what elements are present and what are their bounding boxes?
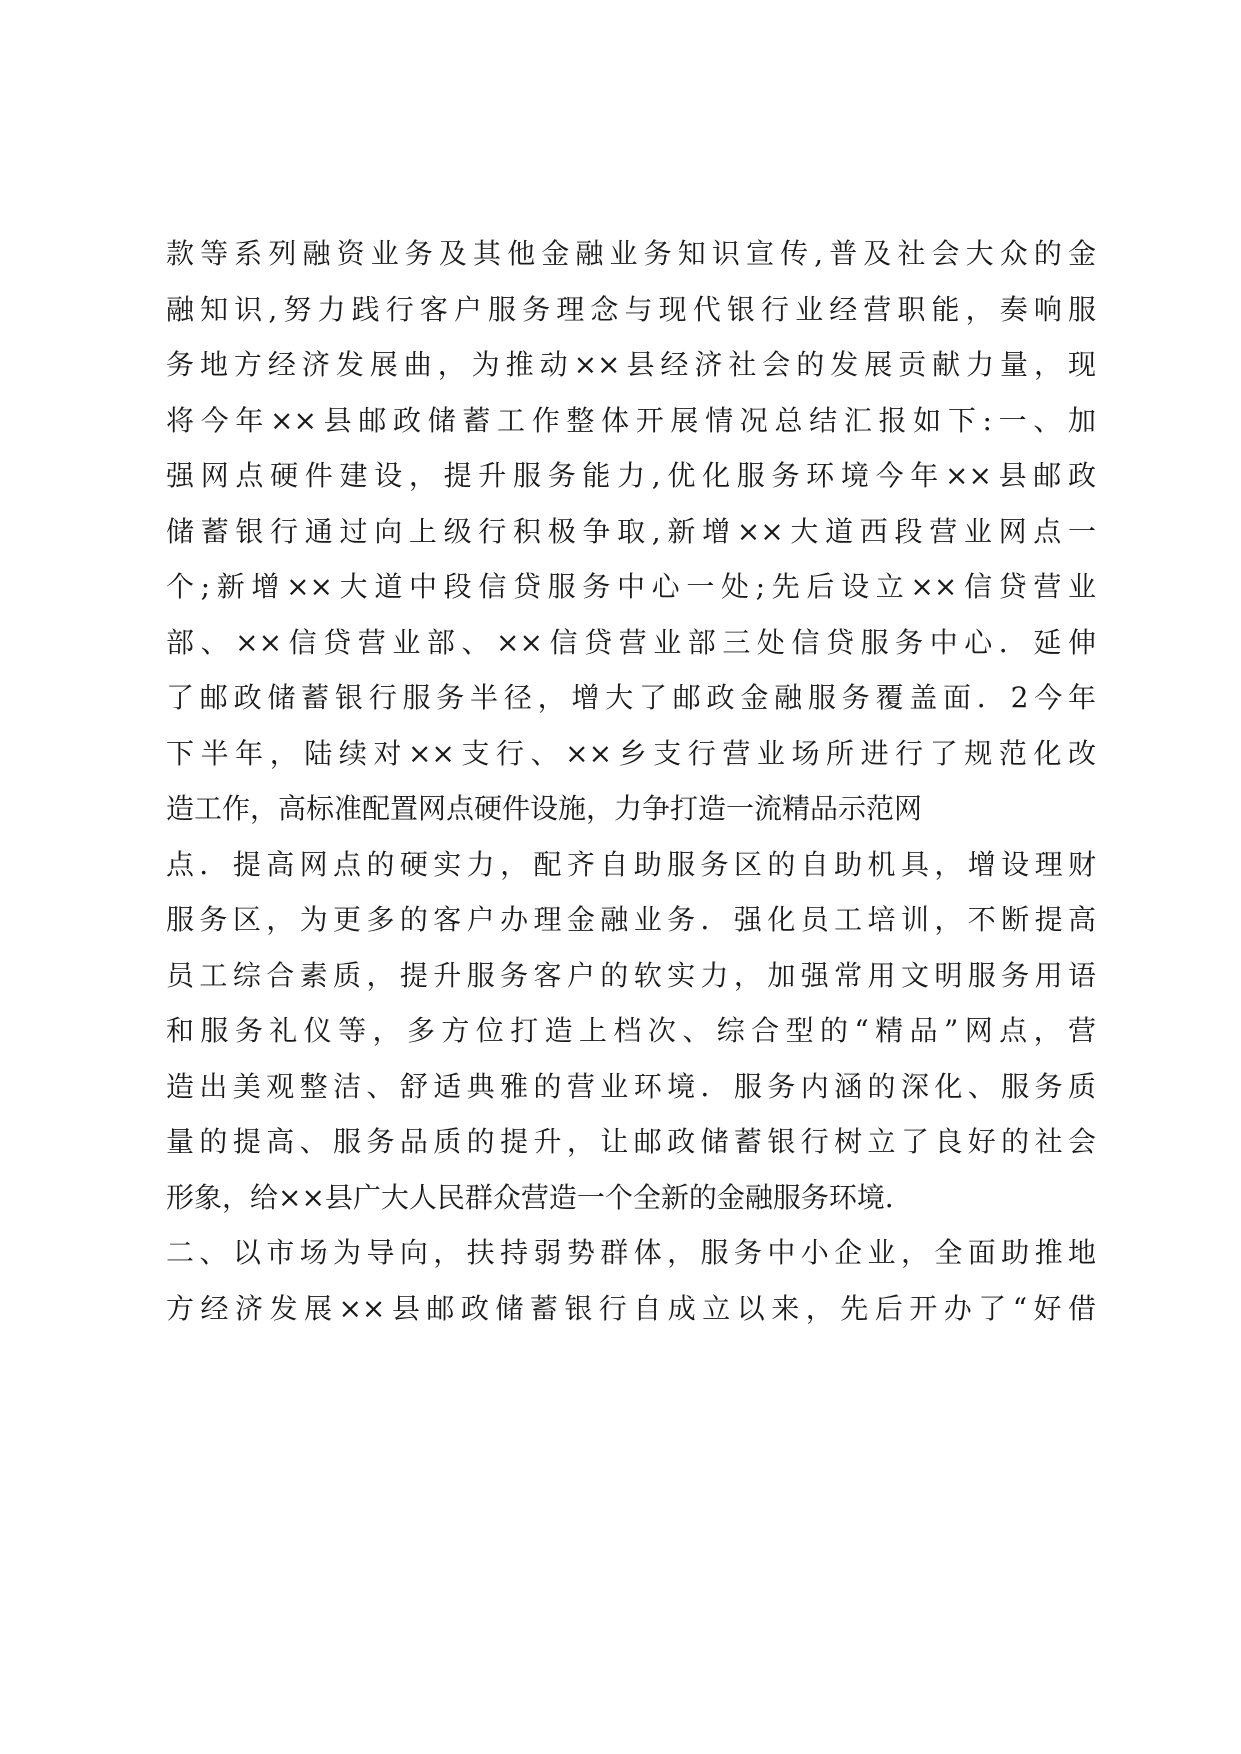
text-line-7: 个;新增××大道中段信贷服务中心一处;先后设立××信贷营业 [166, 570, 1096, 603]
text-line-15: 和服务礼仪等，多方位打造上档次、综合型的“精品”网点，营 [166, 1014, 1096, 1047]
text-line-18: 形象，给××县广大人民群众营造一个全新的金融服务环境． [166, 1180, 913, 1214]
text-line-10: 下半年，陆续对××支行、××乡支行营业场所进行了规范化改 [166, 736, 1096, 770]
text-line-12: 点．提高网点的硬实力，配齐自助服务区的自助机具，增设理财 [166, 847, 1096, 881]
text-line-2: 融知识,努力践行客户服务理念与现代银行业经营职能，奏响服 [166, 292, 1096, 326]
text-line-6: 储蓄银行通过向上级行积极争取,新增××大道西段营业网点一 [166, 514, 1096, 548]
text-line-19: 二、以市场为导向，扶持弱势群体，服务中小企业，全面助推地 [166, 1236, 1096, 1269]
body-text [166, 226, 1096, 1336]
text-line-20: 方经济发展××县邮政储蓄银行自成立以来，先后开办了“好借 [166, 1291, 1096, 1325]
text-line-4: 将今年××县邮政储蓄工作整体开展情况总结汇报如下:一、加 [166, 403, 1096, 437]
text-line-17: 量的提高、服务品质的提升，让邮政储蓄银行树立了良好的社会 [166, 1125, 1096, 1158]
text-line-3: 务地方经济发展曲，为推动××县经济社会的发展贡献力量，现 [166, 348, 1096, 381]
text-line-16: 造出美观整洁、舒适典雅的营业环境．服务内涵的深化、服务质 [166, 1069, 1096, 1103]
text-line-5: 强网点硬件建设，提升服务能力,优化服务环境今年××县邮政 [166, 459, 1096, 492]
text-line-1: 款等系列融资业务及其他金融业务知识宣传,普及社会大众的金 [166, 237, 1096, 270]
text-line-9: 了邮政储蓄银行服务半径，增大了邮政金融服务覆盖面．2今年 [166, 681, 1096, 714]
text-line-14: 员工综合素质，提升服务客户的软实力，加强常用文明服务用语 [166, 958, 1096, 992]
text-line-11: 造工作，高标准配置网点硬件设施，力争打造一流精品示范网 [166, 792, 923, 825]
text-line-8: 部、××信贷营业部、××信贷营业部三处信贷服务中心．延伸 [166, 625, 1096, 659]
text-line-13: 服务区，为更多的客户办理金融业务．强化员工培训，不断提高 [166, 903, 1096, 936]
